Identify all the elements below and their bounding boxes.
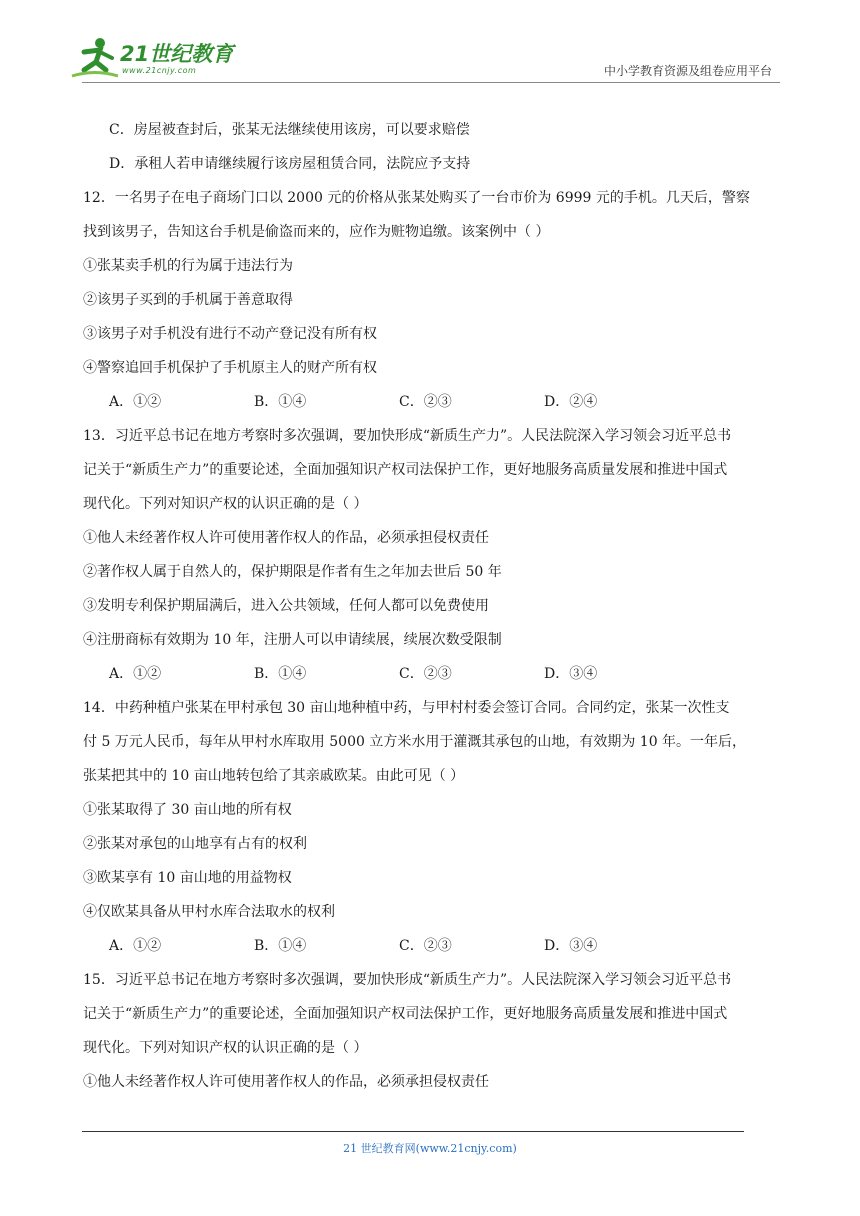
text-line: ③发明专利保护期届满后，进入公共领域，任何人都可以免费使用 bbox=[83, 598, 489, 614]
text-line: ④警察追回手机保护了手机原主人的财产所有权 bbox=[83, 360, 377, 376]
text-line: ③该男子对手机没有进行不动产登记没有所有权 bbox=[83, 326, 377, 342]
answer-choice: D．③④ bbox=[544, 938, 598, 954]
text-line: ③欧某享有 10 亩山地的用益物权 bbox=[83, 870, 292, 886]
text-line: D．承租人若申请继续履行该房屋租赁合同，法院应予支持 bbox=[109, 156, 471, 172]
footer-link[interactable]: 21 世纪教育网(www.21cnjy.com) bbox=[343, 1142, 517, 1155]
answer-choice: C．②③ bbox=[399, 938, 452, 954]
text-line: 记关于“新质生产力”的重要论述，全面加强知识产权司法保护工作，更好地服务高质量发展和推进中国式 bbox=[83, 462, 728, 478]
text-line: 14．中药种植户张某在甲村承包 30 亩山地种植中药，与甲村村委会签订合同。合同约定，张某一次性支 bbox=[83, 700, 730, 716]
answer-choice: B．①④ bbox=[254, 666, 307, 682]
text-line: 13．习近平总书记在地方考察时多次强调，要加快形成“新质生产力”。人民法院深入学习领会习近平总书 bbox=[83, 428, 732, 444]
platform-name: 中小学教育资源及组卷应用平台 bbox=[603, 64, 772, 78]
text-line: 15．习近平总书记在地方考察时多次强调，要加快形成“新质生产力”。人民法院深入学习领会习近平总书 bbox=[83, 972, 732, 988]
text-line: ②该男子买到的手机属于善意取得 bbox=[83, 292, 293, 308]
text-line: ①他人未经著作权人许可使用著作权人的作品，必须承担侵权责任 bbox=[83, 1074, 489, 1090]
page-header bbox=[0, 0, 860, 90]
text-line: C．房屋被查封后，张某无法继续使用该房，可以要求赔偿 bbox=[109, 122, 470, 138]
answer-choice: B．①④ bbox=[254, 394, 307, 410]
answer-choice: C．②③ bbox=[399, 666, 452, 682]
text-line: 付 5 万元人民币，每年从甲村水库取用 5000 立方米水用于灌溉其承包的山地，有效期为 10 年。一年后， bbox=[83, 734, 747, 750]
text-line: ②张某对承包的山地享有占有的权利 bbox=[83, 836, 307, 852]
text-line: ④注册商标有效期为 10 年，注册人可以申请续展，续展次数受限制 bbox=[83, 632, 502, 648]
text-line: 12．一名男子在电子商场门口以 2000 元的价格从张某处购买了一台市价为 6999 元的手机。几天后，警察 bbox=[83, 190, 750, 206]
answer-choices bbox=[83, 390, 783, 414]
footer-divider bbox=[82, 1131, 744, 1132]
text-line: 找到该男子，告知这台手机是偷盗而来的，应作为赃物追缴。该案例中（ ） bbox=[83, 224, 550, 240]
text-line: ①张某取得了 30 亩山地的所有权 bbox=[83, 802, 292, 818]
text-line: 张某把其中的 10 亩山地转包给了其亲戚欧某。由此可见（ ） bbox=[83, 768, 465, 784]
header-divider bbox=[82, 82, 780, 83]
text-line: ①张某卖手机的行为属于违法行为 bbox=[83, 258, 293, 274]
answer-choice: A．①② bbox=[109, 394, 162, 410]
text-line: ①他人未经著作权人许可使用著作权人的作品，必须承担侵权责任 bbox=[83, 530, 489, 546]
text-line: ④仅欧某具备从甲村水库合法取水的权利 bbox=[83, 904, 335, 920]
text-line: 现代化。下列对知识产权的认识正确的是（ ） bbox=[83, 1040, 368, 1056]
answer-choice: D．③④ bbox=[544, 666, 598, 682]
text-line: 记关于“新质生产力”的重要论述，全面加强知识产权司法保护工作，更好地服务高质量发展和推进中国式 bbox=[83, 1006, 728, 1022]
text-line: 现代化。下列对知识产权的认识正确的是（ ） bbox=[83, 496, 368, 512]
runner-icon bbox=[70, 36, 120, 80]
answer-choice: A．①② bbox=[109, 666, 162, 682]
answer-choices bbox=[83, 934, 783, 958]
text-line: ②著作权人属于自然人的，保护期限是作者有生之年加去世后 50 年 bbox=[83, 564, 502, 580]
answer-choice: C．②③ bbox=[399, 394, 452, 410]
answer-choice: D．②④ bbox=[544, 394, 598, 410]
answer-choice: A．①② bbox=[109, 938, 162, 954]
answer-choice: B．①④ bbox=[254, 938, 307, 954]
answer-choices bbox=[83, 662, 783, 686]
document-body bbox=[83, 118, 783, 1104]
site-logo[interactable] bbox=[70, 36, 245, 80]
logo-text: 21世纪教育 bbox=[120, 42, 234, 66]
logo-url: www.21cnjy.com bbox=[122, 66, 197, 75]
